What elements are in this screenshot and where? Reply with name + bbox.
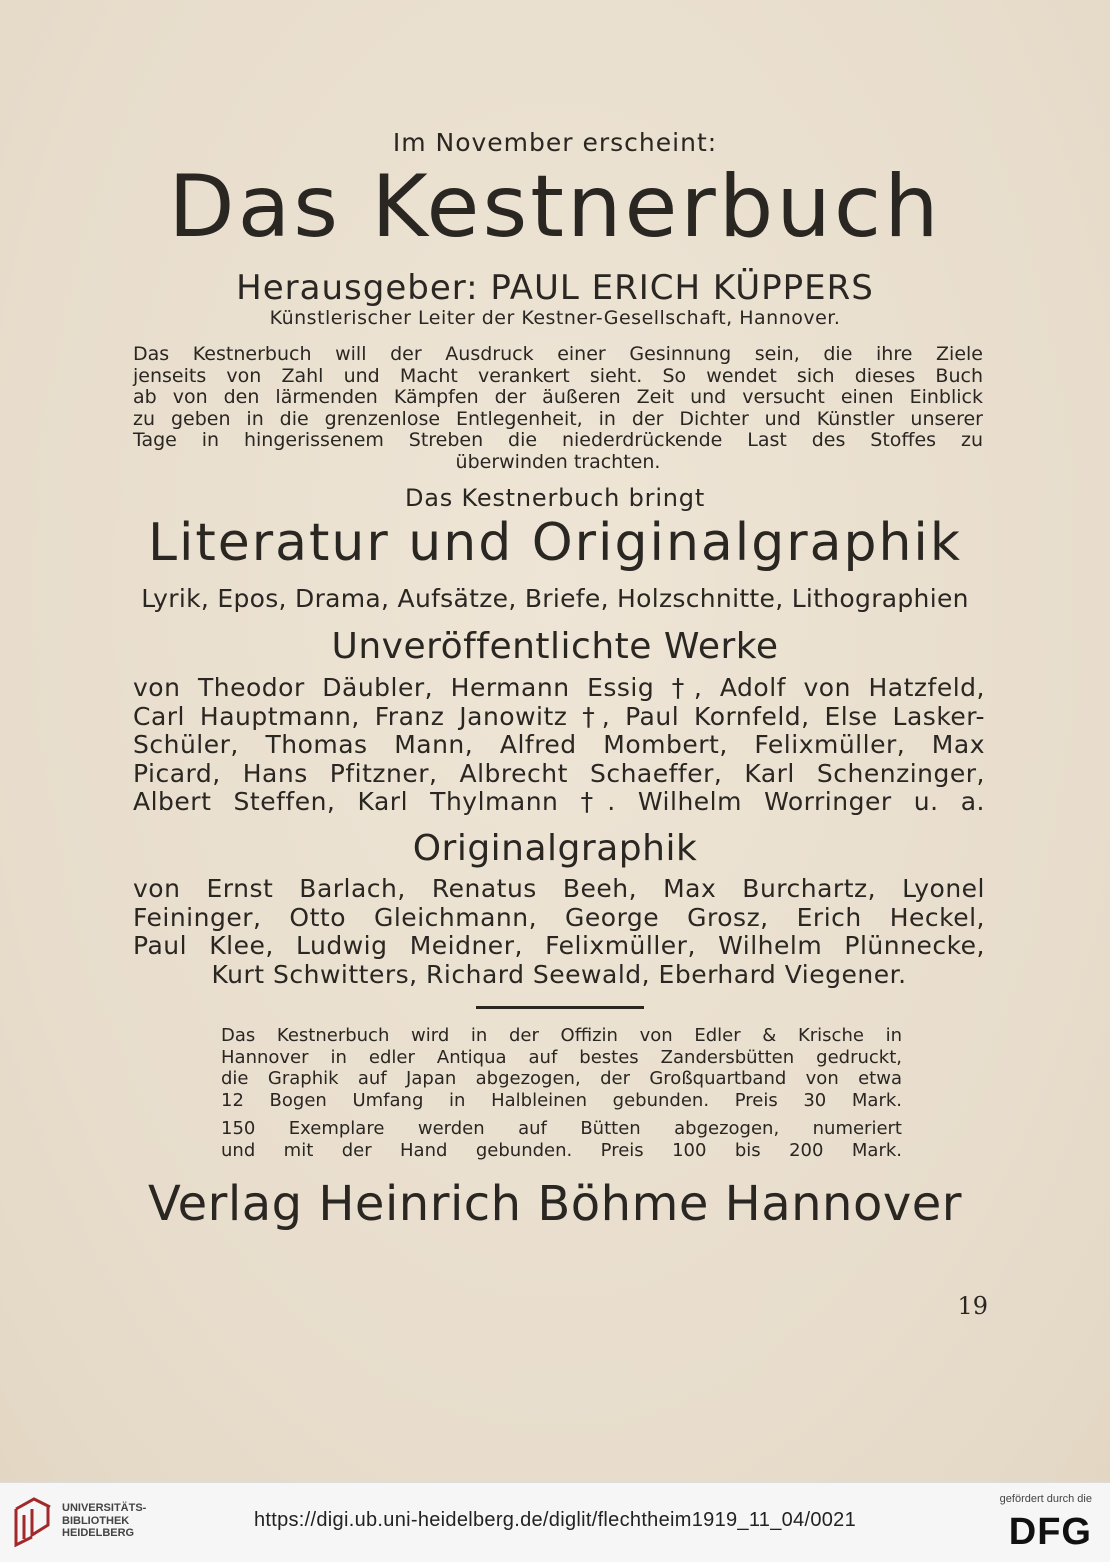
note-line: und mit der Hand gebunden. Preis 100 bis 200 Mark. bbox=[221, 1139, 902, 1161]
edition-note bbox=[221, 1118, 902, 1161]
author-line: Schüler, Thomas Mann, Alfred Mombert, Felixmüller, Max bbox=[133, 730, 985, 759]
editor-role: Künstlerischer Leiter der Kestner-Gesellschaft, Hannover. bbox=[269, 307, 841, 329]
library-name-line: HEIDELBERG bbox=[62, 1527, 135, 1539]
library-name-line: BIBLIOTHEK bbox=[62, 1514, 130, 1527]
intro-paragraph bbox=[133, 344, 983, 473]
intro-line: ab von den lärmenden Kämpfen der äußeren Zeit und versucht einen Einblick bbox=[133, 386, 983, 408]
intro-line: überwinden trachten. bbox=[455, 450, 661, 473]
graphics-artists bbox=[133, 875, 985, 989]
unpublished-authors bbox=[133, 674, 985, 817]
page-title: Das Kestnerbuch bbox=[168, 157, 942, 257]
note-line: Hannover in edler Antiqua auf bestes Zandersbütten gedruckt, bbox=[221, 1046, 902, 1068]
print-note bbox=[221, 1025, 902, 1111]
publisher-line: Verlag Heinrich Böhme Hannover bbox=[147, 1176, 963, 1232]
library-name-line: UNIVERSITÄTS- bbox=[62, 1502, 147, 1514]
author-line: Picard, Hans Pfitzner, Albrecht Schaeffer, Karl Schenzinger, bbox=[133, 758, 985, 788]
page-number: 19 bbox=[957, 1292, 988, 1320]
intro-line: zu geben in die grenzenlose Entlegenheit, in der Dichter und Künstler unserer bbox=[133, 407, 983, 430]
dfg-logo[interactable]: DFG bbox=[1008, 1511, 1092, 1553]
intro-line: Das Kestnerbuch will der Ausdruck einer Gesinnung sein, die ihre Ziele bbox=[133, 343, 983, 365]
artist-line: Feininger, Otto Gleichmann, George Grosz, Erich Heckel, bbox=[133, 902, 985, 932]
author-line: Albert Steffen, Karl Thylmann †. Wilhelm Worringer u. a. bbox=[133, 787, 985, 816]
announcement: Im November erscheint: bbox=[392, 128, 718, 157]
unpublished-heading: Unveröffentlichte Werke bbox=[331, 626, 779, 667]
intro-line: jenseits von Zahl und Macht verankert sieht. So wendet sich dieses Buch bbox=[133, 364, 983, 387]
artist-line: von Ernst Barlach, Renatus Beeh, Max Burchartz, Lyonel bbox=[133, 874, 985, 903]
brings-line: Das Kestnerbuch bringt bbox=[404, 484, 706, 512]
genres-line: Lyrik, Epos, Drama, Aufsätze, Briefe, Holzschnitte, Lithographien bbox=[141, 584, 969, 613]
permalink-url[interactable]: https://digi.ub.uni-heidelberg.de/diglit/flechtheim1919_11_04/0021 bbox=[253, 1509, 857, 1531]
note-line: die Graphik auf Japan abgezogen, der Großquartband von etwa bbox=[221, 1068, 902, 1089]
editor-line: Herausgeber: PAUL ERICH KÜPPERS bbox=[236, 268, 874, 308]
literature-heading: Literatur und Originalgraphik bbox=[147, 513, 962, 573]
note-line: 150 Exemplare werden auf Bütten abgezogen, numeriert bbox=[221, 1118, 902, 1139]
artist-line: Kurt Schwitters, Richard Seewald, Eberhard Viegener. bbox=[211, 959, 907, 989]
funded-by-label: gefördert durch die bbox=[999, 1493, 1092, 1505]
note-line: Das Kestnerbuch wird in der Offizin von Edler & Krische in bbox=[221, 1025, 902, 1046]
viewer-footer bbox=[0, 1482, 1110, 1562]
intro-line: Tage in hingerissenem Streben die niederdrückende Last des Stoffes zu bbox=[133, 429, 983, 451]
graphics-heading: Originalgraphik bbox=[412, 828, 698, 869]
author-line: von Theodor Däubler, Hermann Essig †, Adolf von Hatzfeld, bbox=[133, 673, 985, 702]
artist-line: Paul Klee, Ludwig Meidner, Felixmüller, Wilhelm Plünnecke, bbox=[133, 931, 985, 960]
author-line: Carl Hauptmann, Franz Janowitz †, Paul Kornfeld, Else Lasker- bbox=[133, 701, 985, 731]
divider-rule bbox=[476, 1006, 644, 1009]
note-line: 12 Bogen Umfang in Halbleinen gebunden. Preis 30 Mark. bbox=[221, 1089, 902, 1111]
